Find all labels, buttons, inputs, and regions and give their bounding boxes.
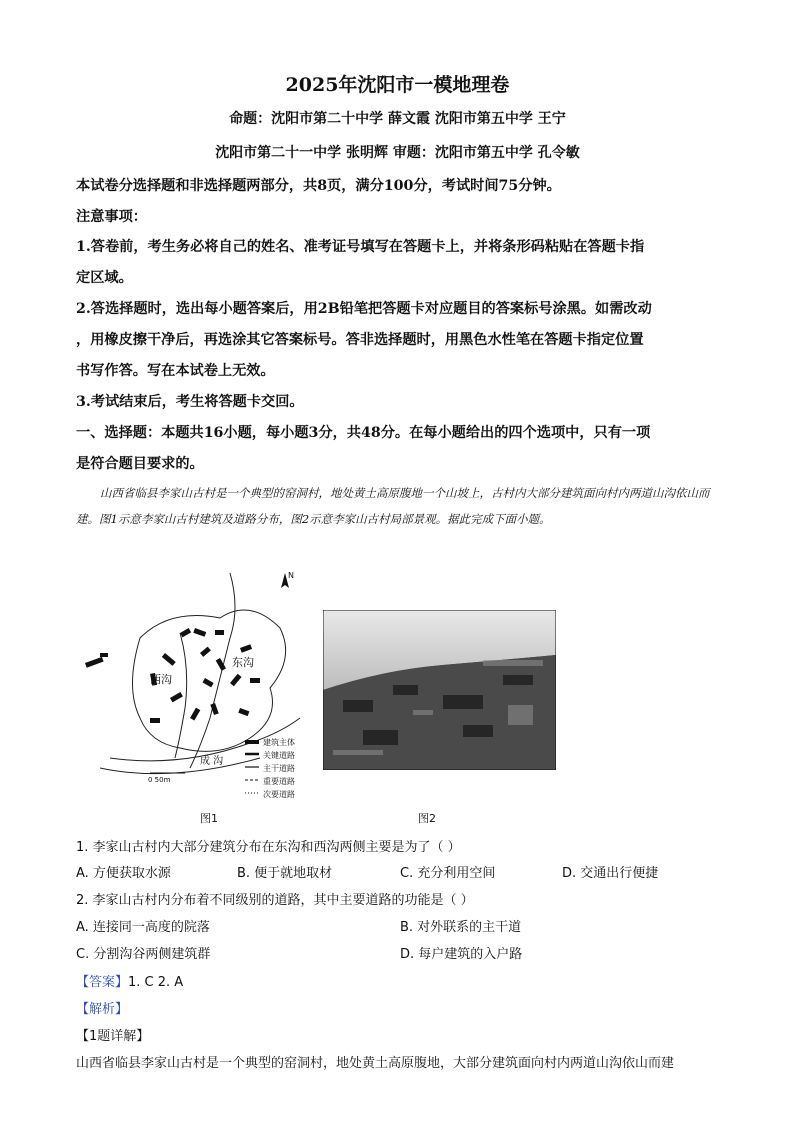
svg-text:N: N [288, 571, 294, 580]
svg-text:0 50m: 0 50m [148, 776, 171, 784]
question-1-stem: 1. 李家山古村内大部分建筑分布在东沟和西沟两侧主要是为了（ ） [76, 840, 461, 855]
legend-item: 建筑主体 [263, 738, 295, 747]
north-arrow-icon [281, 571, 294, 588]
label-east-gully: 东沟 [232, 656, 254, 669]
q2-option-a: A. 连接同一高度的院落 [76, 920, 210, 935]
page-title: 2025年沈阳市一模地理卷 [285, 74, 510, 96]
question-2-stem: 2. 李家山古村内分布着不同级别的道路，其中主要道路的功能是（ ） [76, 893, 474, 908]
answer-line [76, 971, 183, 990]
figure-2-photo [323, 610, 556, 770]
note-1b: 定区域。 [76, 270, 133, 286]
section-heading-a: 一、选择题：本题共16小题，每小题3分，共48分。在每小题给出的四个选项中，只有一项 [76, 425, 651, 441]
figure-1-map [80, 568, 330, 800]
note-2c: 书写作答。写在本试卷上无效。 [76, 363, 275, 379]
q1-option-c: C. 充分利用空间 [400, 866, 496, 881]
legend-item: 次要道路 [263, 790, 295, 799]
building-blocks [85, 628, 260, 723]
detail-text: 山西省临县李家山古村是一个典型的窑洞村，地处黄土高原腹地，大部分建筑面向村内两道山沟依山而建 [76, 1056, 675, 1071]
q2-option-d: D. 每户建筑的入户路 [400, 947, 523, 962]
answer-value: 1. C 2. A [128, 975, 184, 990]
section-heading-b: 是符合题目要求的。 [76, 456, 204, 472]
note-2b: ，用橡皮擦干净后，再选涂其它答案标号。答非选择题时，用黑色水性笔在答题卡指定位置 [76, 332, 644, 348]
label-west-gully: 西沟 [150, 673, 172, 686]
q1-option-a: A. 方便获取水源 [76, 866, 171, 881]
scale-bar [148, 773, 185, 784]
exam-summary: 本试卷分选择题和非选择题两部分，共8页，满分100分，考试时间75分钟。 [76, 178, 561, 194]
map-legend [245, 737, 295, 799]
q1-option-d: D. 交通出行便捷 [562, 866, 659, 881]
analysis-label: 【解析】 [76, 1002, 129, 1017]
answer-label: 【答案】 [76, 975, 129, 990]
authors-line-1: 命题：沈阳市第二十中学 薛文霞 沈阳市第五中学 王宁 [229, 111, 566, 127]
figure-2-caption: 图2 [418, 812, 436, 825]
figure-1-caption: 图1 [200, 812, 218, 825]
note-2a: 2.答选择题时，选出每小题答案后，用2B铅笔把答题卡对应题目的答案标号涂黑。如需改动 [76, 301, 652, 317]
legend-item: 主干道路 [263, 764, 295, 773]
authors-line-2: 沈阳市第二十一中学 张明辉 审题：沈阳市第五中学 孔令敏 [215, 145, 580, 161]
notice-title: 注意事项： [76, 209, 147, 225]
legend-item: 重要道路 [263, 777, 295, 786]
reading-passage: 山西省临县李家山古村是一个典型的窑洞村，地处黄土高原腹地一个山坡上，古村内大部分建筑面向村内两道山沟依山而建。图1示意李家山古村建筑及道路分布，图2示意李家山古村局部景观。据此完成下面小题。 [76, 486, 710, 526]
label-cheng-gully: 成 沟 [200, 756, 224, 767]
legend-item: 关键道路 [263, 751, 295, 760]
note-3: 3.考试结束后，考生将答题卡交回。 [76, 394, 304, 410]
q2-option-b: B. 对外联系的主干道 [400, 920, 522, 935]
detail-title: 【1题详解】 [76, 1029, 150, 1044]
q2-option-c: C. 分割沟谷两侧建筑群 [76, 947, 211, 962]
q1-option-b: B. 便于就地取材 [237, 866, 333, 881]
note-1a: 1.答卷前，考生务必将自己的姓名、准考证号填写在答题卡上，并将条形码粘贴在答题卡指 [76, 239, 645, 255]
